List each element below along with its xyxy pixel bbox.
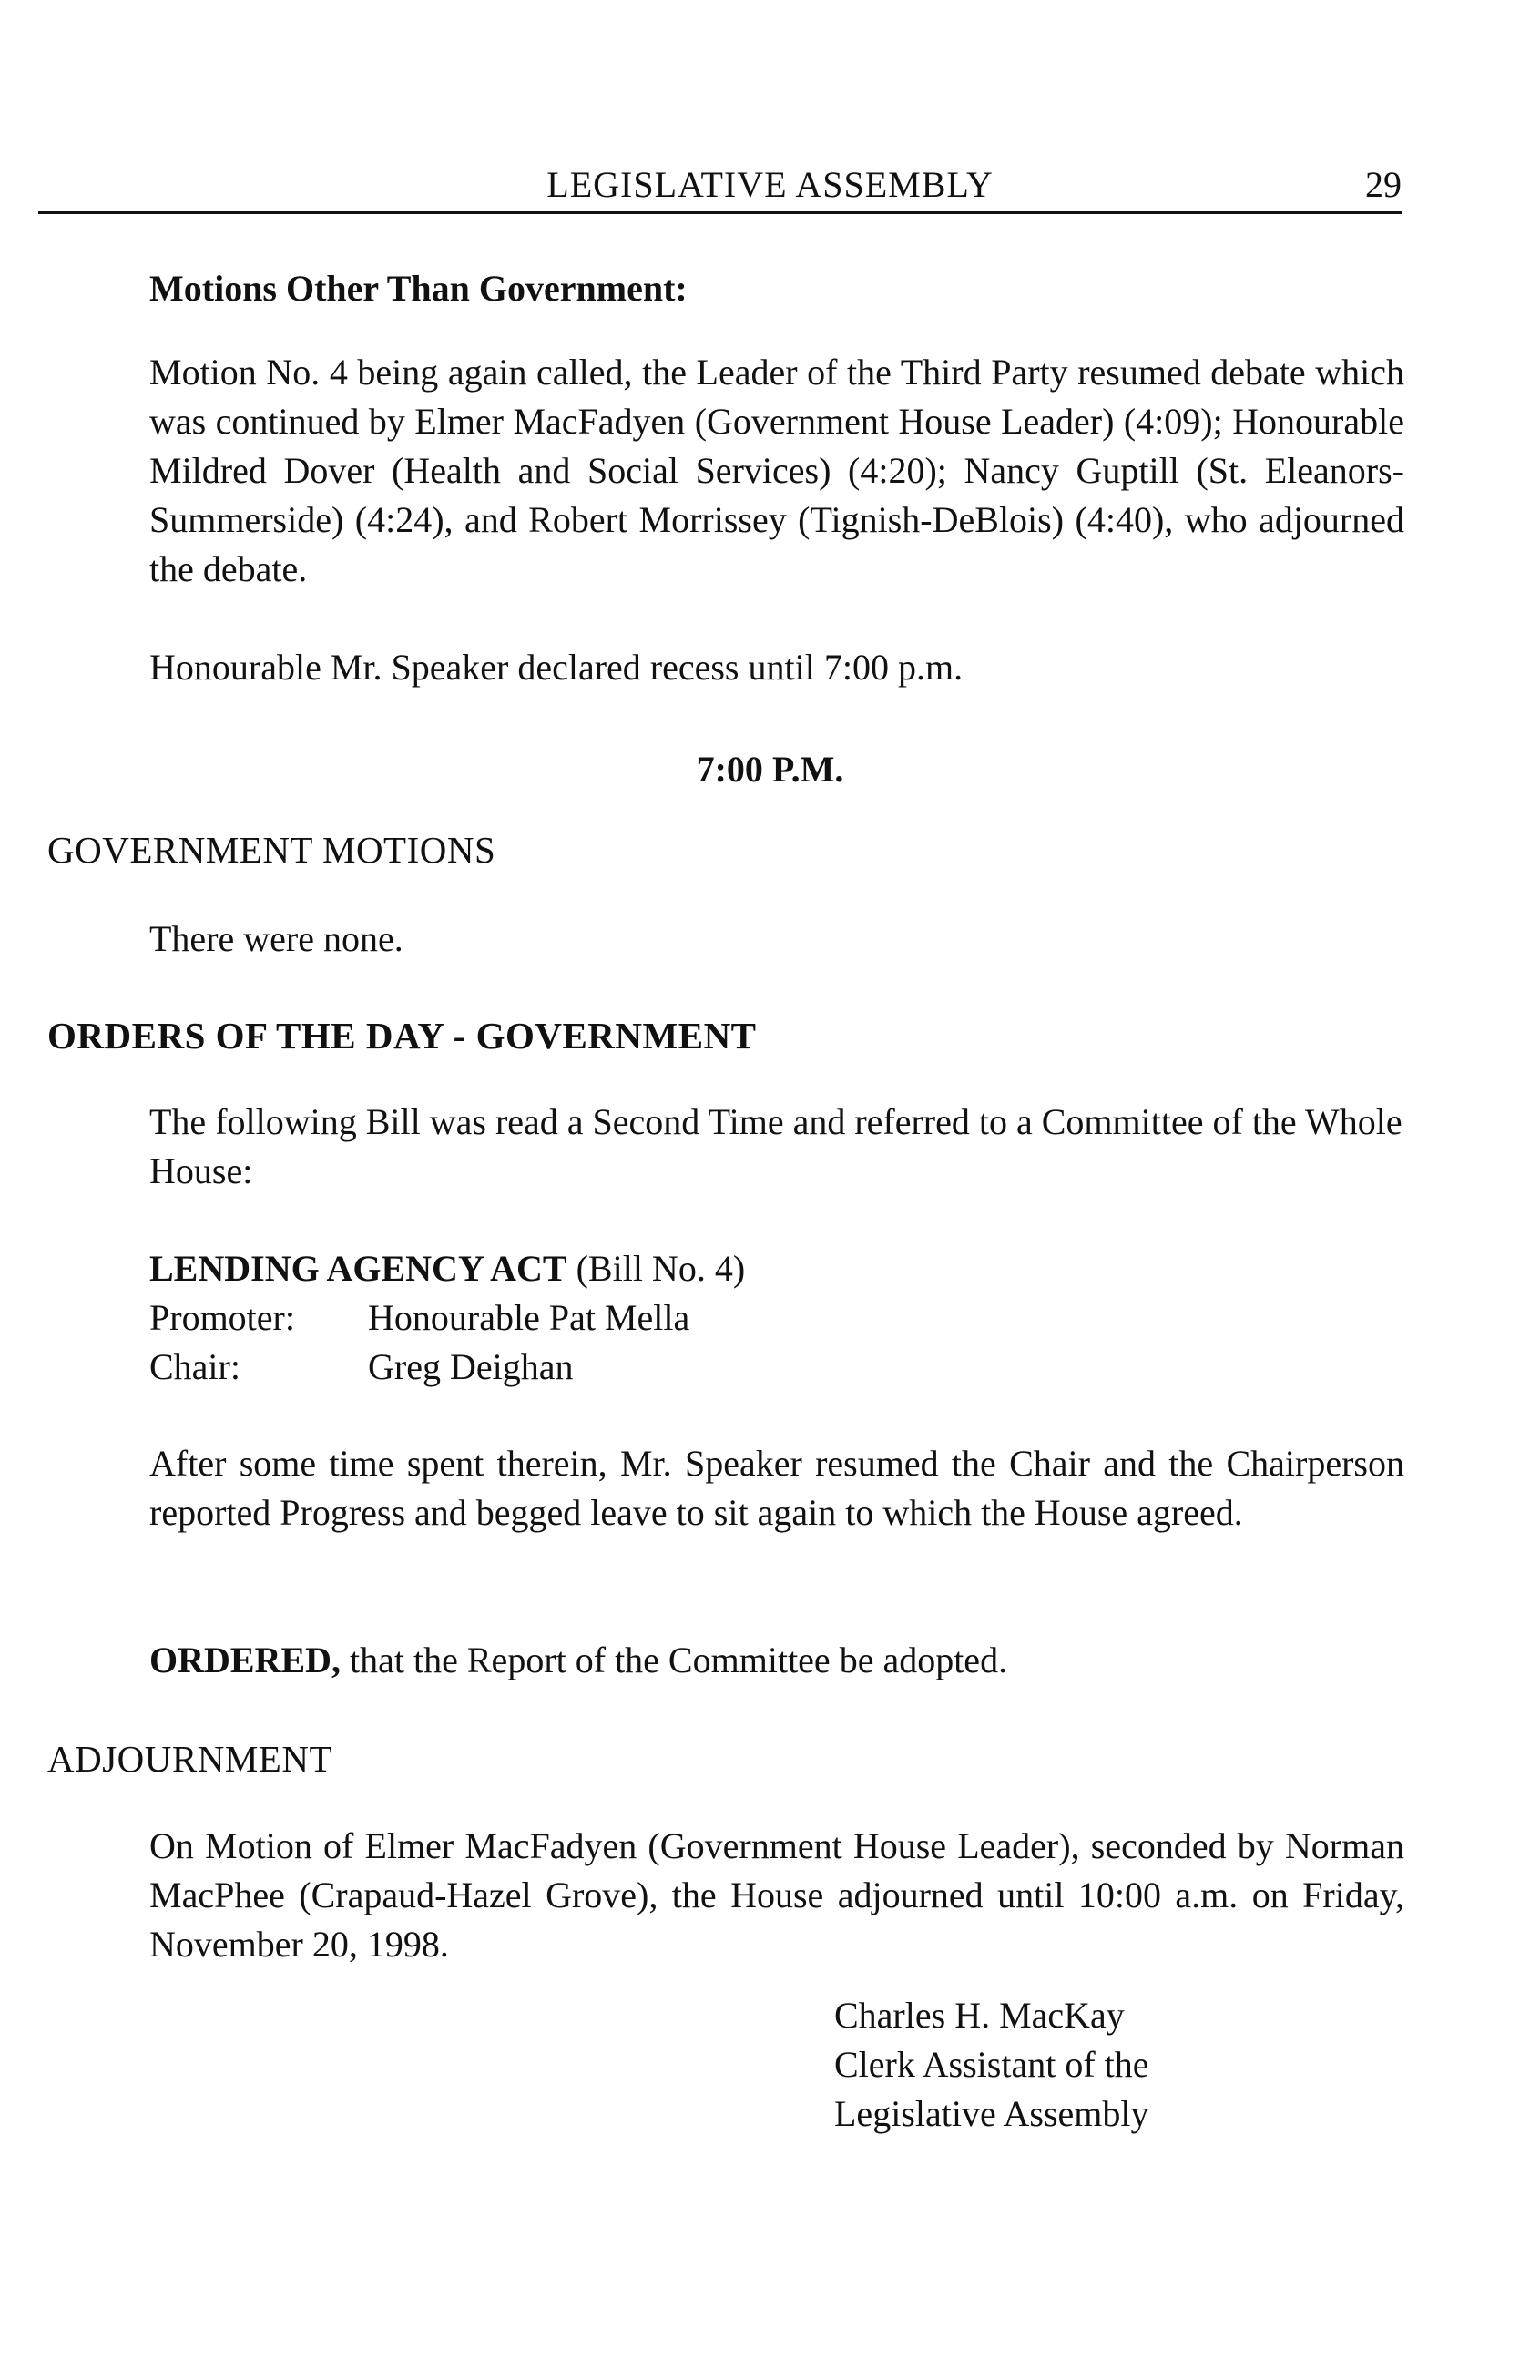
bill-number: (Bill No. 4) [576, 1248, 746, 1289]
ordered-line [149, 1636, 1007, 1685]
signature-block [834, 1991, 1149, 2139]
motions-other-heading: Motions Other Than Government: [149, 268, 688, 309]
bill-title-line [149, 1244, 745, 1293]
promoter-value: Honourable Pat Mella [368, 1297, 690, 1338]
motion-debate-paragraph: Motion No. 4 being again called, the Leader of the Third Party resumed debate which was continued by Elmer MacFadyen (Government House Leader) (4:09); Honourable Mildred Dover (Health and Social Services) (4:20); Nancy Guptill (St. Eleanors-Summerside) (4:24), and Robert Morrissey (Tignish-DeBlois) (4:40), who adjourned the debate. [149, 352, 1404, 589]
adjournment-heading: ADJOURNMENT [47, 1738, 332, 1780]
promoter-label: Promoter: [149, 1297, 295, 1338]
chair-label: Chair: [149, 1346, 240, 1387]
chair-value: Greg Deighan [368, 1346, 574, 1387]
signature-title-line-2: Legislative Assembly [834, 2093, 1149, 2134]
adjournment-paragraph: On Motion of Elmer MacFadyen (Government House Leader), seconded by Norman MacPhee (Crapaud-Hazel Grove), the House adjourned until 10:00 a.m. on Friday, November 20, 1998. [149, 1825, 1404, 1965]
signature-title-line-1: Clerk Assistant of the [834, 2044, 1149, 2085]
promoter-row [149, 1293, 689, 1343]
evening-sitting-time: 7:00 P.M. [696, 749, 844, 790]
government-motions-text: There were none. [149, 918, 403, 959]
page-number: 29 [1365, 164, 1402, 205]
ordered-keyword: ORDERED, [149, 1639, 342, 1680]
recess-text: Honourable Mr. Speaker declared recess until 7:00 p.m. [149, 647, 964, 688]
government-motions-heading: GOVERNMENT MOTIONS [47, 829, 496, 871]
bill-intro-paragraph: The following Bill was read a Second Time and referred to a Committee of the Whole House: [149, 1101, 1402, 1191]
header-rule [38, 211, 1402, 214]
chair-row [149, 1343, 573, 1392]
ordered-text: that the Report of the Committee be adopted. [341, 1639, 1008, 1680]
running-head: LEGISLATIVE ASSEMBLY [546, 164, 994, 205]
committee-report-paragraph: After some time spent therein, Mr. Speaker resumed the Chair and the Chairperson reported Progress and begged leave to sit again to which the House agreed. [149, 1443, 1404, 1533]
signature-name: Charles H. MacKay [834, 1995, 1125, 2036]
bill-title: LENDING AGENCY ACT [149, 1248, 567, 1289]
orders-of-the-day-heading: ORDERS OF THE DAY - GOVERNMENT [47, 1015, 757, 1057]
